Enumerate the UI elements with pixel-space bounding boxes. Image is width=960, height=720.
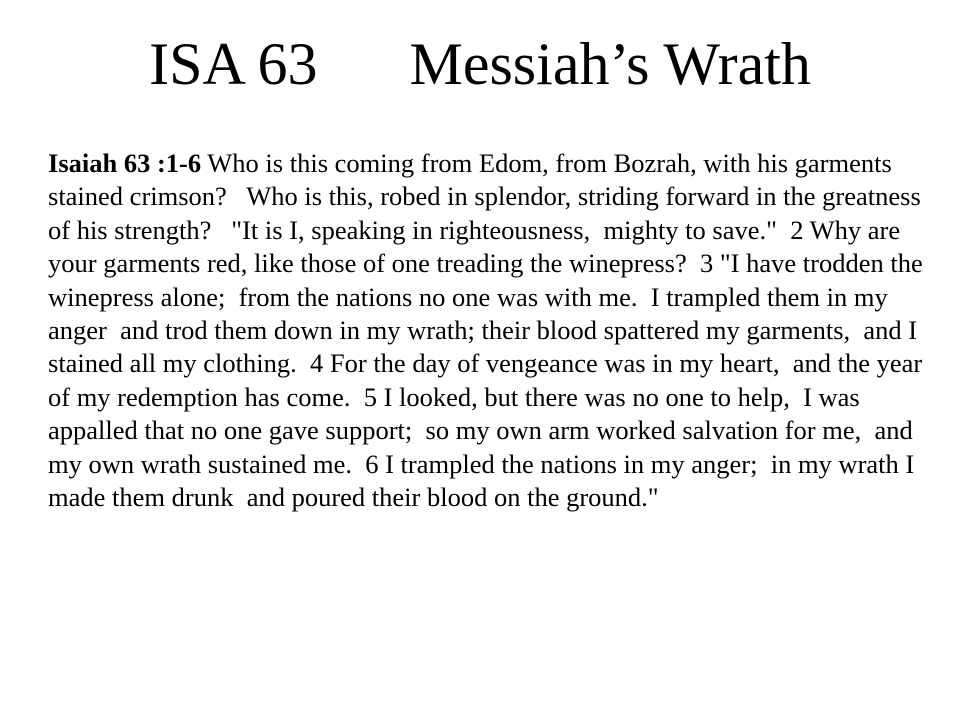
passage-body — [48, 147, 928, 514]
title-heading: Messiah’s Wrath — [409, 31, 811, 97]
passage-text: Who is this coming from Edom, from Bozrah, with his garments stained crimson? Who is this, robed in splendor, striding forward in the greatness of his strength? "It is I, speaking in righteousness, mighty to save." 2 Why are your garments red, like those of one treading the winepress? 3 "I have trodden the winepress alone; from the nations no one was with me. I trampled them in my anger and trod them down in my wrath; their blood spattered my garments, and I stained all my clothing. 4 For the day of vengeance was in my heart, and the year of my redemption has come. 5 I looked, but there was no one to help, I was appalled that no one gave support; so my own arm worked salvation for me, and my own wrath sustained me. 6 I trampled the nations in my anger; in my wrath I made them drunk and poured their blood on the ground." — [48, 148, 930, 513]
slide-title — [0, 28, 960, 100]
passage-reference: Isaiah 63 :1-6 — [48, 148, 202, 178]
title-chapter: ISA 63 — [149, 31, 318, 97]
